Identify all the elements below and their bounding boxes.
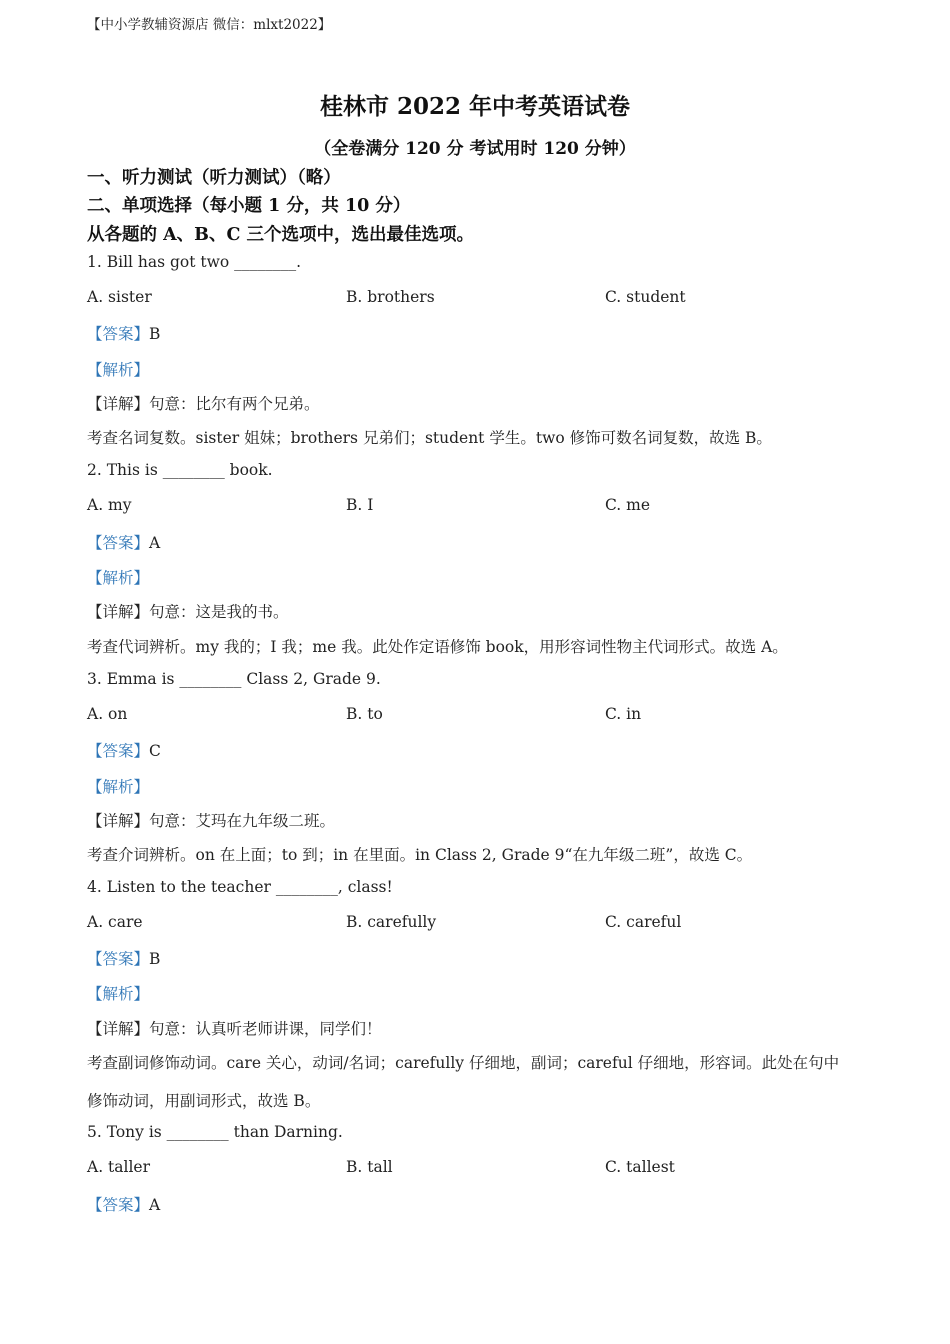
answer-tag: 【答案】 — [87, 534, 150, 552]
detail-line — [87, 392, 320, 414]
detail-tag: 【详解】 — [87, 812, 150, 830]
option-c: C. student — [605, 288, 686, 306]
question-stem: 4. Listen to the teacher ________, class! — [87, 878, 393, 896]
answer-value: A — [149, 1196, 161, 1214]
question-stem: 3. Emma is ________ Class 2, Grade 9. — [87, 670, 381, 688]
detail-text: 句意：认真听老师讲课，同学们！ — [149, 1020, 382, 1038]
detail-text: 句意：这是我的书。 — [149, 603, 289, 621]
detail-line — [87, 600, 289, 622]
answer-line — [87, 739, 161, 761]
question-stem: 1. Bill has got two ________. — [87, 253, 302, 271]
analysis-tag: 【解析】 — [87, 361, 150, 379]
option-a: A. care — [87, 913, 143, 931]
section-instruction: 从各题的 A、B、C 三个选项中，选出最佳选项。 — [87, 225, 474, 245]
question-stem: 5. Tony is ________ than Darning. — [87, 1123, 343, 1141]
option-a: A. my — [87, 496, 132, 514]
answer-value: C — [149, 742, 161, 760]
option-c: C. in — [605, 705, 642, 723]
answer-line — [87, 322, 160, 344]
detail-text: 句意：艾玛在九年级二班。 — [149, 812, 336, 830]
answer-line — [87, 531, 160, 553]
option-c: C. me — [605, 496, 651, 514]
section-heading-choice: 二、单项选择（每小题 1 分，共 10 分） — [87, 196, 411, 216]
option-c: C. tallest — [605, 1158, 675, 1176]
option-a: A. taller — [87, 1158, 151, 1176]
answer-value: A — [149, 534, 161, 552]
page-subtitle: （全卷满分 120 分 考试用时 120 分钟） — [314, 139, 636, 159]
option-b: B. I — [346, 496, 374, 514]
answer-tag: 【答案】 — [87, 950, 150, 968]
header-watermark: 【中小学教辅资源店 微信：mlxt2022】 — [87, 17, 332, 33]
detail-tag: 【详解】 — [87, 1020, 150, 1038]
detail-tag: 【详解】 — [87, 395, 150, 413]
answer-line — [87, 1193, 160, 1215]
answer-tag: 【答案】 — [87, 325, 150, 343]
answer-value: B — [149, 325, 161, 343]
detail-line — [87, 1017, 382, 1039]
detail-text: 句意：比尔有两个兄弟。 — [149, 395, 320, 413]
explanation-text: 考查介词辨析。on 在上面；to 到；in 在里面。in Class 2, Grade 9“在九年级二班”，故选 C。 — [87, 846, 753, 864]
answer-tag: 【答案】 — [87, 1196, 150, 1214]
answer-tag: 【答案】 — [87, 742, 150, 760]
option-a: A. sister — [87, 288, 152, 306]
analysis-tag: 【解析】 — [87, 985, 150, 1003]
page-title: 桂林市 2022 年中考英语试卷 — [319, 93, 631, 120]
analysis-tag: 【解析】 — [87, 778, 150, 796]
answer-line — [87, 947, 160, 969]
answer-value: B — [149, 950, 161, 968]
question-stem: 2. This is ________ book. — [87, 461, 273, 479]
option-b: B. tall — [346, 1158, 393, 1176]
explanation-text-continued: 修饰动词，用副词形式，故选 B。 — [87, 1092, 321, 1110]
explanation-text: 考查副词修饰动词。care 关心，动词/名词；carefully 仔细地，副词；careful 仔细地，形容词。此处在句中 — [87, 1054, 840, 1072]
explanation-text: 考查名词复数。sister 姐妹；brothers 兄弟们；student 学生。two 修饰可数名词复数，故选 B。 — [87, 429, 772, 447]
option-b: B. to — [346, 705, 383, 723]
option-b: B. brothers — [346, 288, 435, 306]
option-b: B. carefully — [346, 913, 437, 931]
option-a: A. on — [87, 705, 128, 723]
analysis-tag: 【解析】 — [87, 569, 150, 587]
detail-line — [87, 809, 335, 831]
detail-tag: 【详解】 — [87, 603, 150, 621]
option-c: C. careful — [605, 913, 682, 931]
explanation-text: 考查代词辨析。my 我的；I 我；me 我。此处作定语修饰 book，用形容词性物主代词形式。故选 A。 — [87, 638, 788, 656]
section-heading-listening: 一、听力测试（听力测试）（略） — [87, 168, 341, 188]
